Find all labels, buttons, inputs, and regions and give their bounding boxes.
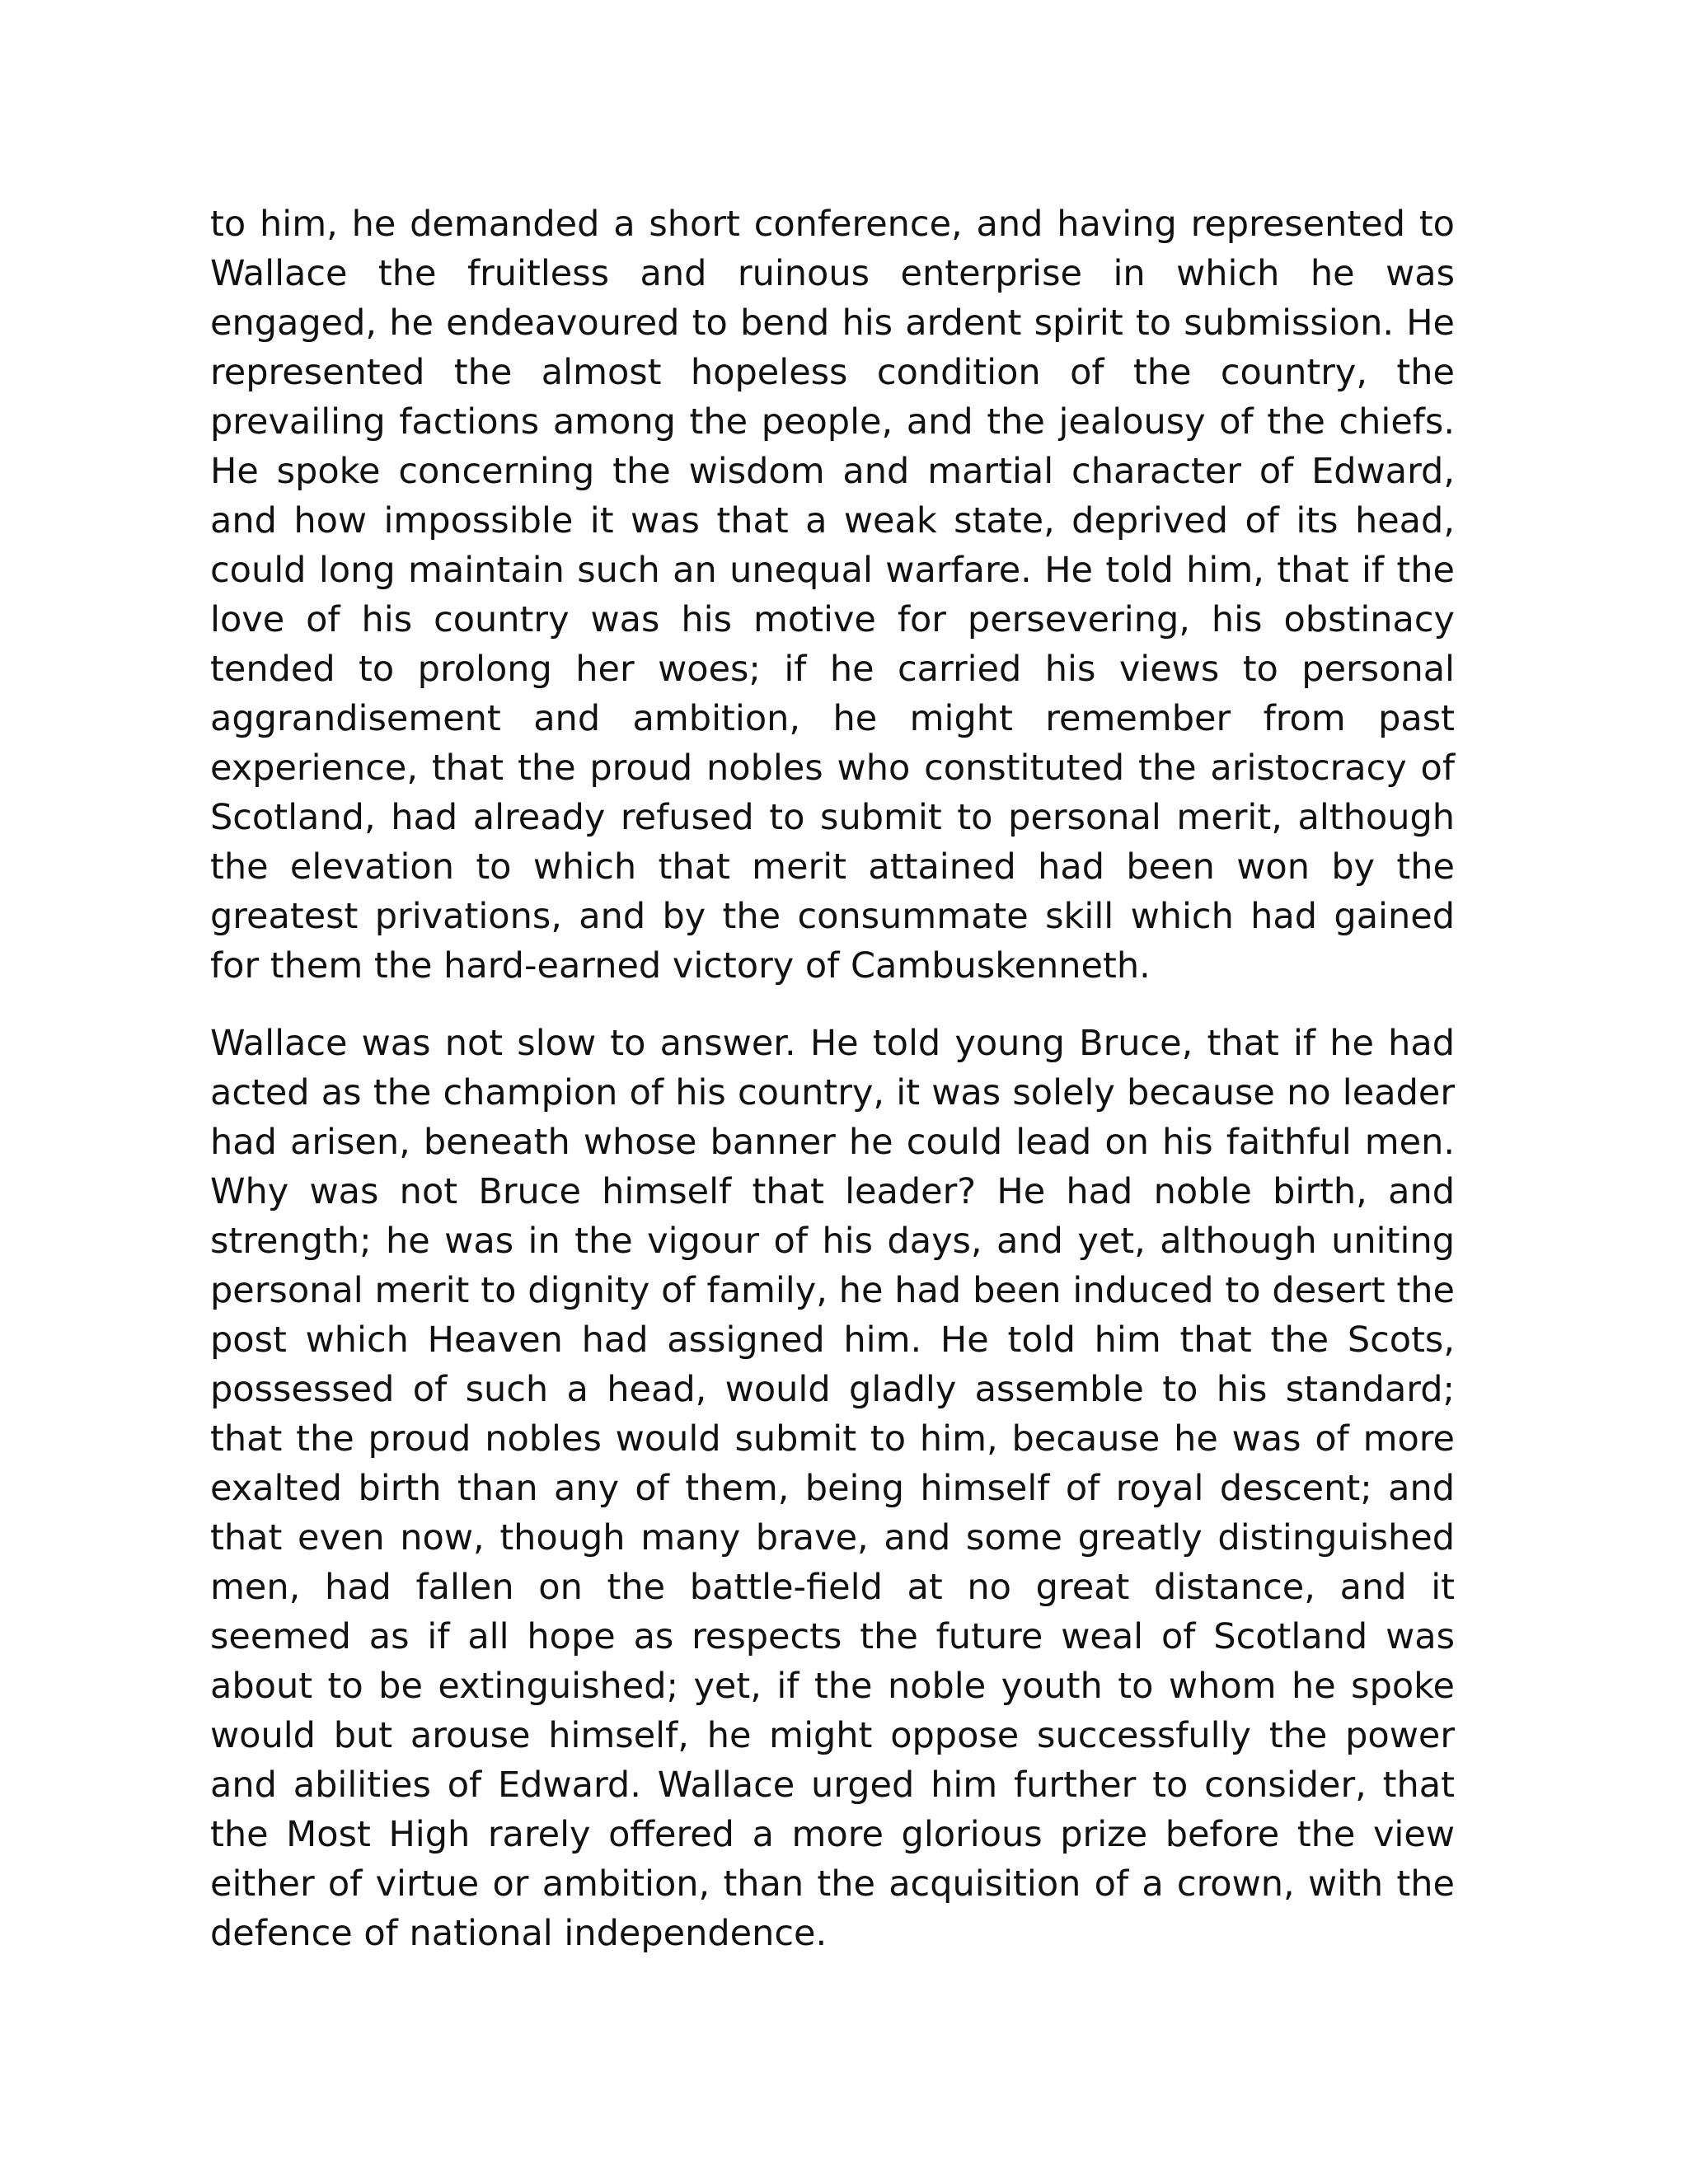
paragraph-2: Wallace was not slow to answer. He told young Bruce, that if he had acted as the champion of his country, it was solely because no leader had arisen, beneath whose banner he could lead on his faithful men. Why was not Bruce himself that leader? He had noble birth, and strength; he was in the vigour of his days, and yet, although uniting personal merit to dignity of family, he had been induced to desert the post which Heaven had assigned him. He told him that the Scots, possessed of such a head, would gladly assemble to his standard; that the proud nobles would submit to him, because he was of more exalted birth than any of them, being himself of royal descent; and that even now, though many brave, and some greatly distinguished men, had fallen on the battle-field at no great distance, and it seemed as if all hope as respects the future weal of Scotland was about to be extinguished; yet, if the noble youth to whom he spoke would but arouse himself, he might oppose successfully the power and abilities of Edward. Wallace urged him further to consider, that the Most High rarely offered a more glorious prize before the view either of virtue or ambition, than the acquisition of a crown, with the defence of national independence. <box>210 1023 1455 1954</box>
page-text-block <box>210 199 1455 1958</box>
paragraph-1: to him, he demanded a short conference, and having represented to Wallace the fruitless and ruinous enterprise in which he was engaged, he endeavoured to bend his ardent spirit to submission. He represented the almost hopeless condition of the country, the prevailing factions among the people, and the jealousy of the chiefs. He spoke concerning the wisdom and martial character of Edward, and how impossible it was that a weak state, deprived of its head, could long maintain such an unequal warfare. He told him, that if the love of his country was his motive for persevering, his obstinacy tended to prolong her woes; if he carried his views to personal aggrandisement and ambition, he might remember from past experience, that the proud nobles who constituted the aristocracy of Scotland, had already refused to submit to personal merit, although the elevation to which that merit attained had been won by the greatest privations, and by the consummate skill which had gained for them the hard-earned victory of Cambuskenneth. <box>210 204 1455 987</box>
